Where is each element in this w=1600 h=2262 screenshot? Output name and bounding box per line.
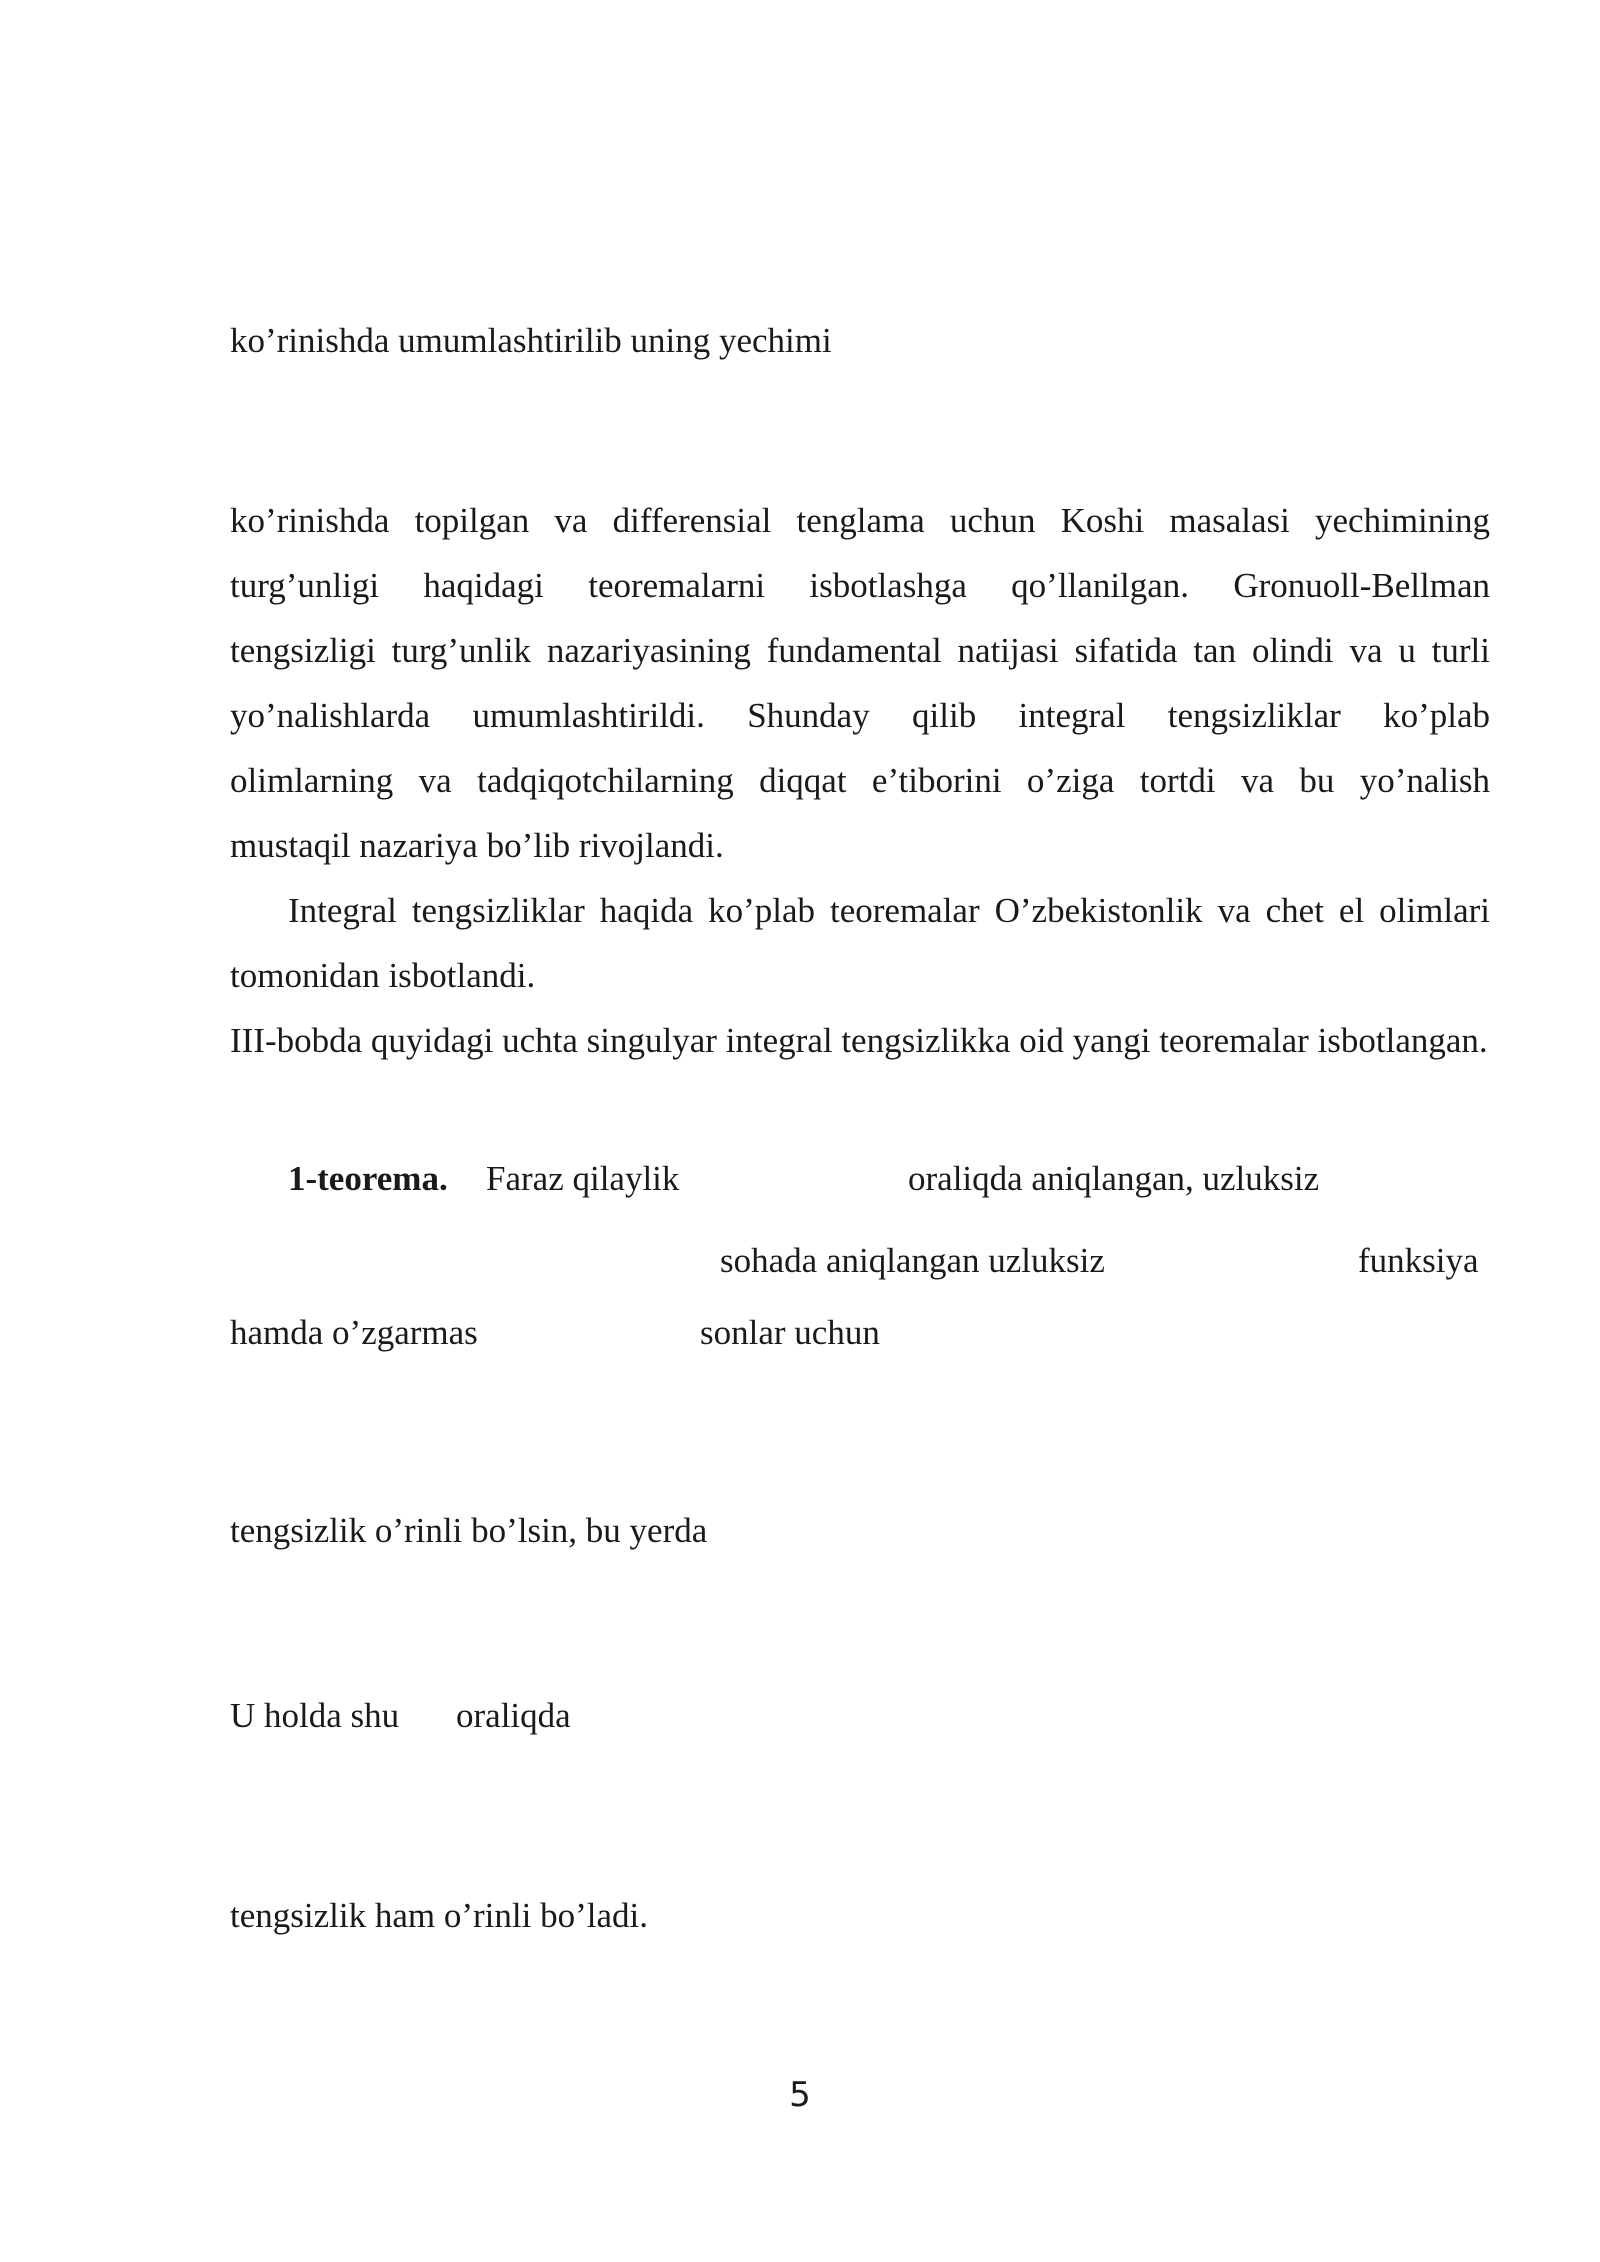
paragraph-line: olimlarning va tadqiqotchilarning diqqat e’tiborini o’ziga tortdi va bu yo’nalish bbox=[230, 761, 1490, 800]
paragraph-line: yo’nalishlarda umumlashtirildi. Shunday qilib integral tengsizliklar ko’plab bbox=[230, 696, 1490, 735]
paragraph-then: U holda shu bbox=[230, 1696, 400, 1735]
theorem-text: hamda o’zgarmas bbox=[230, 1313, 478, 1352]
paragraph-line-last: mustaqil nazariya bo’lib rivojlandi. bbox=[230, 826, 724, 865]
paragraph-integral-inequalities: Integral tengsizliklar haqida ko’plab teoremalar O’zbekistonlik va chet el olimlari tomonidan isbotlandi. bbox=[230, 891, 1490, 995]
theorem-text: sonlar uchun bbox=[700, 1313, 880, 1352]
paragraph-then-interval: oraliqda bbox=[456, 1696, 571, 1735]
theorem-text: Faraz qilaylik bbox=[486, 1159, 680, 1198]
paragraph-generalized-form: ko’rinishda umumlashtirilib uning yechimi bbox=[230, 321, 832, 360]
paragraph-conclusion: tengsizlik ham o’rinli bo’ladi. bbox=[230, 1896, 648, 1935]
paragraph-inequality-holds: tengsizlik o’rinli bo’lsin, bu yerda bbox=[230, 1511, 708, 1550]
page-number: 5 bbox=[789, 2075, 811, 2115]
theorem-text: funksiya bbox=[1358, 1241, 1479, 1280]
theorem-text: sohada aniqlangan uzluksiz bbox=[720, 1241, 1105, 1280]
paragraph-line: tengsizligi turg’unlik nazariyasining fundamental natijasi sifatida tan olindi va u turli bbox=[230, 631, 1490, 670]
paragraph-line: ko’rinishda topilgan va differensial tenglama uchun Koshi masalasi yechimining bbox=[230, 501, 1490, 540]
theorem-text: oraliqda aniqlangan, uzluksiz bbox=[908, 1159, 1320, 1198]
paragraph-chapter-three: III-bobda quyidagi uchta singulyar integral tengsizlikka oid yangi teoremalar isbotlangan. bbox=[230, 1021, 1488, 1060]
theorem-label: 1-teorema. bbox=[288, 1159, 448, 1198]
paragraph-line: turg’unligi haqidagi teoremalarni isbotlashga qo’llanilgan. Gronuoll-Bellman bbox=[230, 566, 1490, 605]
